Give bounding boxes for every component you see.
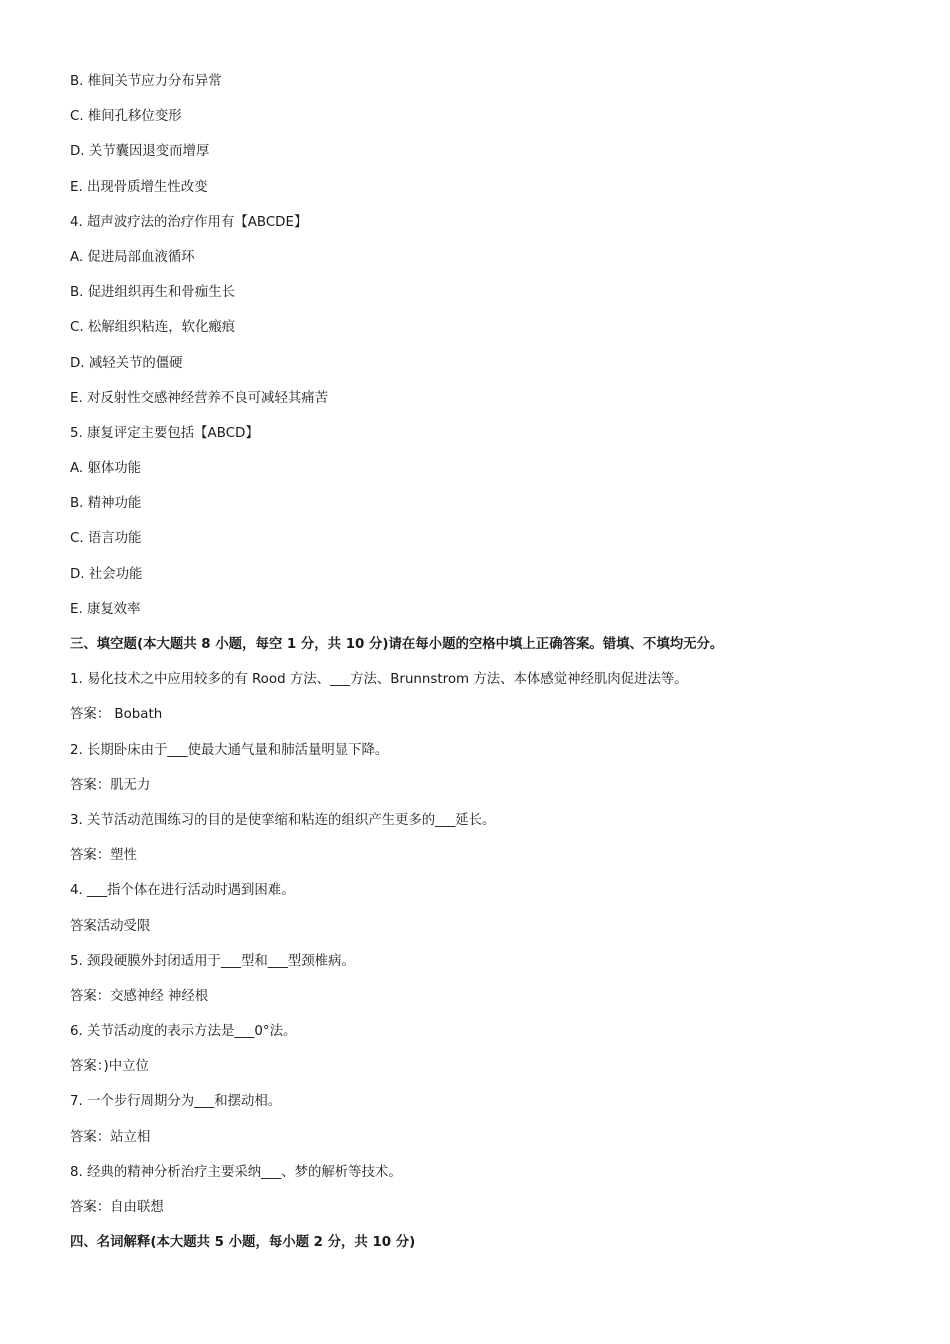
option-line: B. 精神功能 [70, 496, 142, 512]
question-line: 1. 易化技术之中应用较多的有 Rood 方法、___方法、Brunnstrom 方法、本体感觉神经肌肉促进法等。 [70, 672, 688, 688]
question-line: 6. 关节活动度的表示方法是___0°法。 [70, 1024, 297, 1040]
section-heading: 三、填空题(本大题共 8 小题，每空 1 分，共 10 分)请在每小题的空格中填上正确答案。错填、不填均无分。 [70, 637, 724, 652]
option-line: C. 椎间孔移位变形 [70, 109, 182, 125]
option-line: A. 躯体功能 [70, 461, 141, 477]
option-line: D. 关节囊因退变而增厚 [70, 144, 210, 160]
option-line: A. 促进局部血液循环 [70, 249, 195, 265]
option-line: E. 康复效率 [70, 601, 141, 617]
document-page [70, 70, 890, 1266]
answer-line: 答案：交感神经 神经根 [70, 988, 209, 1004]
answer-line: 答案：塑性 [70, 848, 137, 864]
option-line: D. 社会功能 [70, 566, 143, 582]
answer-line: 答案： Bobath [70, 707, 163, 723]
question-line: 3. 关节活动范围练习的目的是使挛缩和粘连的组织产生更多的___延长。 [70, 812, 496, 828]
question-line: 5. 颈段硬膜外封闭适用于___型和___型颈椎病。 [70, 953, 355, 969]
section-heading: 四、名词解释(本大题共 5 小题，每小题 2 分，共 10 分) [70, 1235, 416, 1251]
question-line: 4. 超声波疗法的治疗作用有【ABCDE】 [70, 214, 308, 230]
question-line: 4. ___指个体在进行活动时遇到困难。 [70, 883, 295, 899]
answer-line: 答案：站立相 [70, 1129, 151, 1145]
answer-line: 答案：自由联想 [70, 1200, 164, 1215]
question-line: 7. 一个步行周期分为___和摆动相。 [70, 1094, 282, 1110]
question-line: 8. 经典的精神分析治疗主要采纳___、梦的解析等技术。 [70, 1164, 402, 1180]
option-line: C. 语言功能 [70, 531, 142, 547]
answer-line: 答案：)中立位 [70, 1059, 149, 1075]
answer-line: 答案：肌无力 [70, 777, 151, 793]
option-line: D. 减轻关节的僵硬 [70, 355, 183, 371]
answer-line: 答案活动受限 [70, 918, 151, 934]
question-line: 5. 康复评定主要包括【ABCD】 [70, 425, 259, 441]
option-line: E. 出现骨质增生性改变 [70, 179, 208, 195]
question-line: 2. 长期卧床由于___使最大通气量和肺活量明显下降。 [70, 742, 389, 758]
option-line: B. 椎间关节应力分布异常 [70, 74, 222, 89]
option-line: E. 对反射性交感神经营养不良可减轻其痛苦 [70, 390, 329, 406]
option-line: C. 松解组织粘连，软化瘢痕 [70, 320, 236, 336]
option-line: B. 促进组织再生和骨痂生长 [70, 285, 235, 301]
